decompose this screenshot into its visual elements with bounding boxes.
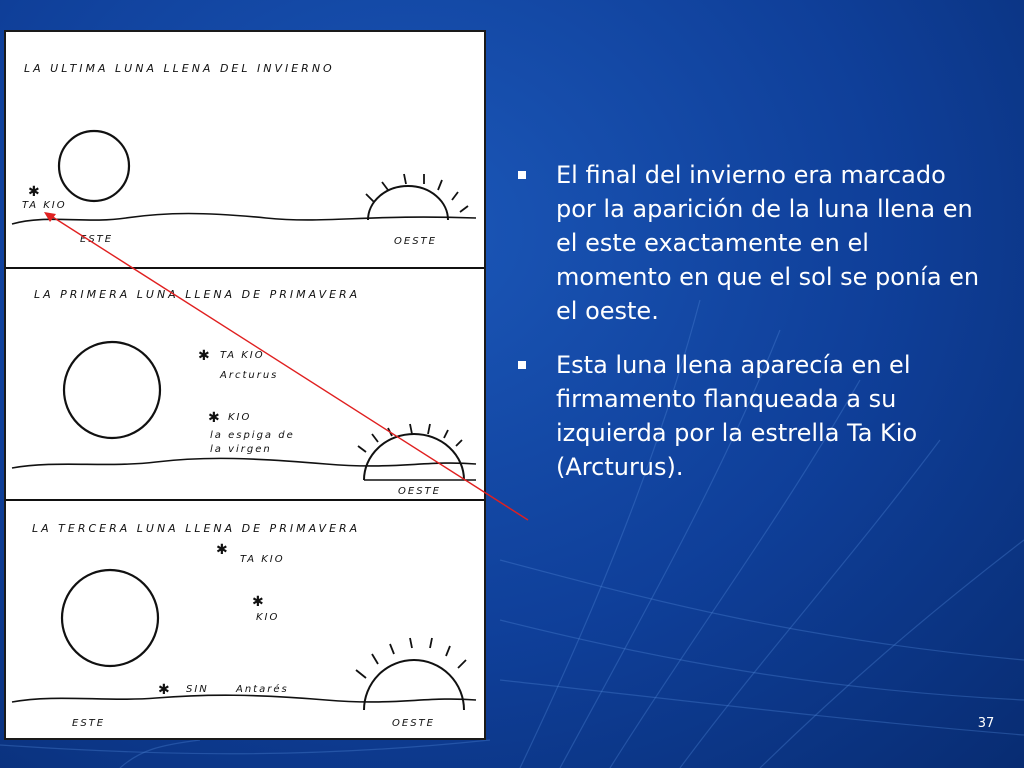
star-icon: ✱ <box>158 682 170 698</box>
star-icon: ✱ <box>198 348 210 364</box>
square-bullet-icon <box>518 361 526 369</box>
panel2-star1-alt-label: Arcturus <box>220 370 279 381</box>
arrow-head-icon <box>44 212 56 222</box>
square-bullet-icon <box>518 171 526 179</box>
bullet-text: Esta luna llena aparecía en el firmamento flanqueada a su izquierda por la estrella Ta Kio (Arcturus). <box>556 351 918 481</box>
panel2-title: LA PRIMERA LUNA LLENA DE PRIMAVERA <box>34 288 361 301</box>
star-icon: ✱ <box>252 594 264 610</box>
panel2-west-label: OESTE <box>398 486 441 497</box>
panel3-west-label: OESTE <box>392 718 435 729</box>
slide-number: 37 <box>977 716 995 731</box>
panel3-star1-label: TA KIO <box>240 554 285 565</box>
panel1-west-label: OESTE <box>394 236 437 247</box>
panel3-east-label: ESTE <box>72 718 106 729</box>
star-icon: ✱ <box>28 184 40 200</box>
bullet-text: El final del invierno era marcado por la aparición de la luna llena en el este exactamente en el momento en que el sol se ponía en el oeste. <box>556 161 980 325</box>
panel3-star3-label: SIN <box>186 684 209 695</box>
panel2-star1-label: TA KIO <box>220 350 265 361</box>
panel2-star2-alt-label: la espiga de <box>210 430 295 441</box>
panel2-star2-label: KIO <box>228 412 252 423</box>
panel1-east-label: ESTE <box>80 234 114 245</box>
panel1-title: LA ULTIMA LUNA LLENA DEL INVIERNO <box>24 62 335 75</box>
panel3-star3-alt-label: Antarés <box>236 684 289 695</box>
bullet-item <box>512 348 992 484</box>
bullet-item <box>512 158 992 328</box>
panel1-star-label: TA KIO <box>22 200 67 211</box>
panel2-star2-alt-label: la virgen <box>210 444 272 455</box>
star-icon: ✱ <box>208 410 220 426</box>
panel3-title: LA TERCERA LUNA LLENA DE PRIMAVERA <box>32 522 361 535</box>
star-icon: ✱ <box>216 542 228 558</box>
panel3-star2-label: KIO <box>256 612 280 623</box>
bullet-list <box>512 158 992 504</box>
